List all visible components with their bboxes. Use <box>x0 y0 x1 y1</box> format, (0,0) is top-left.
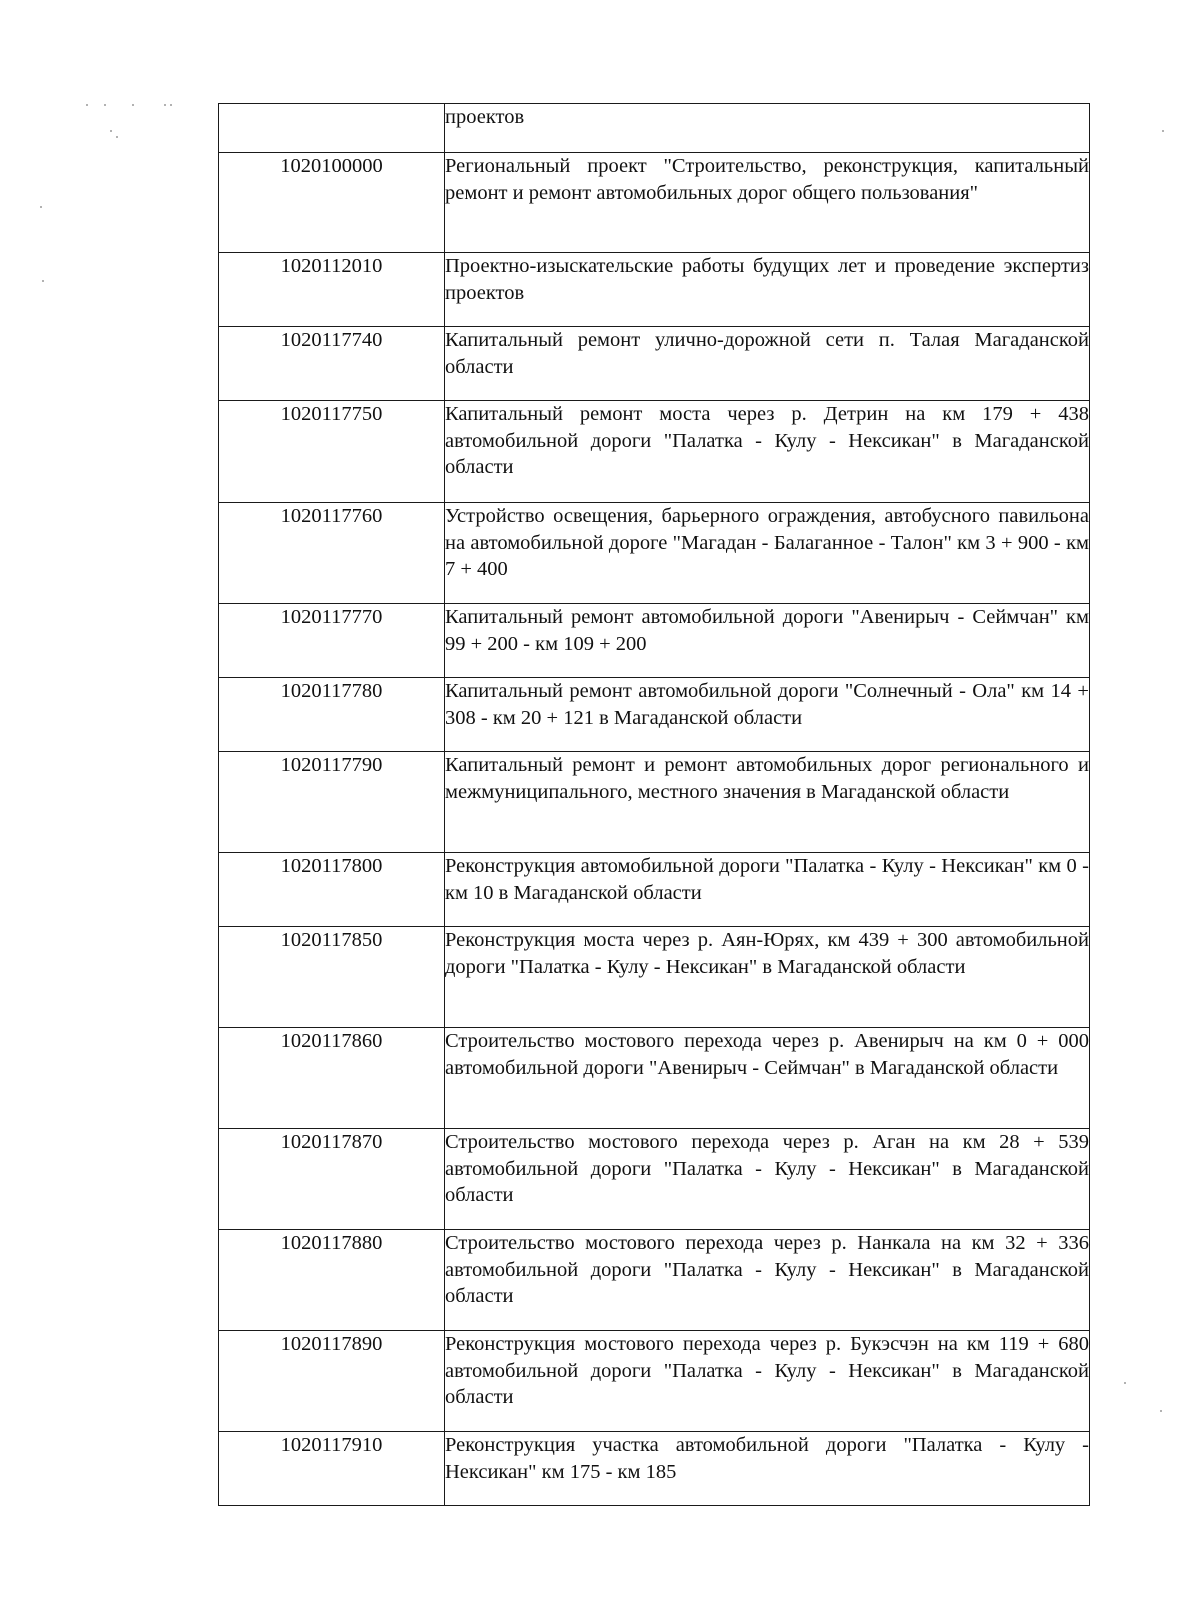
scan-speck <box>42 280 44 282</box>
description-cell: Строительство мостового перехода через р. Аган на км 28 + 539 автомобильной дороги "Палатка - Кулу - Нексикан" в Магаданской области <box>445 1129 1090 1230</box>
table-body <box>219 104 1090 1506</box>
scan-speck <box>170 104 172 106</box>
budget-code-table <box>218 103 1090 1506</box>
code-cell: 1020100000 <box>219 153 445 253</box>
scan-speck <box>1160 1410 1162 1412</box>
scan-speck <box>104 104 106 106</box>
description-cell: Устройство освещения, барьерного ограждения, автобусного павильона на автомобильной дороге "Магадан - Балаганное - Талон" км 3 + 900 - км 7 + 400 <box>445 503 1090 604</box>
code-cell: 1020117850 <box>219 927 445 1028</box>
description-cell: Реконструкция моста через р. Аян-Юрях, км 439 + 300 автомобильной дороги "Палатка - Кулу - Нексикан" в Магаданской области <box>445 927 1090 1028</box>
table-row <box>219 752 1090 853</box>
table-row <box>219 678 1090 752</box>
table-row <box>219 853 1090 927</box>
table-row <box>219 927 1090 1028</box>
description-cell: Реконструкция мостового перехода через р. Букэсчэн на км 119 + 680 автомобильной дороги "Палатка - Кулу - Нексикан" в Магаданской области <box>445 1331 1090 1432</box>
code-cell: 1020112010 <box>219 253 445 327</box>
description-cell: Капитальный ремонт улично-дорожной сети п. Талая Магаданской области <box>445 327 1090 401</box>
description-cell: Строительство мостового перехода через р. Авенирыч на км 0 + 000 автомобильной дороги "Авенирыч - Сеймчан" в Магаданской области <box>445 1028 1090 1129</box>
description-cell: Проектно-изыскательские работы будущих лет и проведение экспертиз проектов <box>445 253 1090 327</box>
code-cell: 1020117760 <box>219 503 445 604</box>
table-row <box>219 153 1090 253</box>
table-row <box>219 327 1090 401</box>
table-row <box>219 1331 1090 1432</box>
description-cell: Капитальный ремонт автомобильной дороги "Авенирыч - Сеймчан" км 99 + 200 - км 109 + 200 <box>445 604 1090 678</box>
scan-speck <box>86 104 88 106</box>
scan-speck <box>40 206 42 208</box>
description-cell: Реконструкция автомобильной дороги "Палатка - Кулу - Нексикан" км 0 - км 10 в Магаданской области <box>445 853 1090 927</box>
scan-speck <box>164 104 166 106</box>
table-row <box>219 253 1090 327</box>
scan-speck <box>1162 130 1164 132</box>
table-row <box>219 1129 1090 1230</box>
description-cell: Реконструкция участка автомобильной дороги "Палатка - Кулу - Нексикан" км 175 - км 185 <box>445 1432 1090 1506</box>
code-cell: 1020117860 <box>219 1028 445 1129</box>
description-cell: Капитальный ремонт и ремонт автомобильных дорог регионального и межмуниципального, местного значения в Магаданской области <box>445 752 1090 853</box>
code-cell: 1020117880 <box>219 1230 445 1331</box>
code-cell: 1020117800 <box>219 853 445 927</box>
table-row <box>219 1432 1090 1506</box>
scan-speck <box>1124 1382 1126 1384</box>
table-row <box>219 604 1090 678</box>
code-cell: 1020117870 <box>219 1129 445 1230</box>
table-row <box>219 1028 1090 1129</box>
scan-speck <box>110 130 112 132</box>
table-row <box>219 104 1090 153</box>
description-cell: Капитальный ремонт автомобильной дороги "Солнечный - Ола" км 14 + 308 - км 20 + 121 в Магаданской области <box>445 678 1090 752</box>
scan-speck <box>116 136 118 138</box>
table-row <box>219 503 1090 604</box>
description-cell: Строительство мостового перехода через р. Нанкала на км 32 + 336 автомобильной дороги "Палатка - Кулу - Нексикан" в Магаданской области <box>445 1230 1090 1331</box>
code-cell: 1020117790 <box>219 752 445 853</box>
code-cell: 1020117750 <box>219 401 445 503</box>
code-cell: 1020117910 <box>219 1432 445 1506</box>
code-cell: 1020117770 <box>219 604 445 678</box>
code-cell: 1020117890 <box>219 1331 445 1432</box>
code-cell: 1020117740 <box>219 327 445 401</box>
table-row <box>219 1230 1090 1331</box>
description-cell: Региональный проект "Строительство, реконструкция, капитальный ремонт и ремонт автомобильных дорог общего пользования" <box>445 153 1090 253</box>
description-cell: Капитальный ремонт моста через р. Детрин на км 179 + 438 автомобильной дороги "Палатка - Кулу - Нексикан" в Магаданской области <box>445 401 1090 503</box>
scan-speck <box>132 104 134 106</box>
description-cell: проектов <box>445 104 1090 153</box>
table-row <box>219 401 1090 503</box>
code-cell: 1020117780 <box>219 678 445 752</box>
code-cell <box>219 104 445 153</box>
